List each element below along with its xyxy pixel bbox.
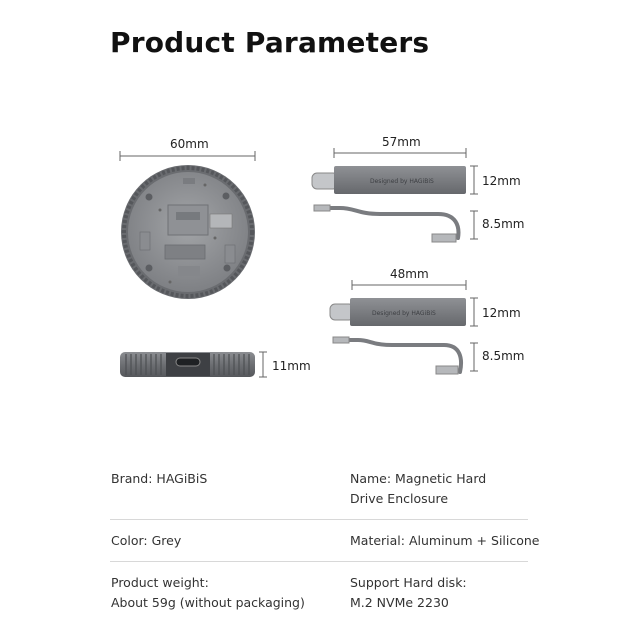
disk-width-label: 60mm [170, 137, 209, 151]
brand-spec: Brand: HAGiBiS [111, 471, 208, 486]
spec-divider [110, 561, 528, 562]
cable-48mm-height-dimension-lines [470, 298, 478, 371]
cable-48mm-cable-view [333, 337, 461, 374]
page-title: Product Parameters [110, 26, 430, 59]
cable-57mm-plug-view [312, 166, 466, 194]
disk-height-dimension-line [259, 352, 267, 377]
cable-57mm-height-dimension-lines [470, 166, 478, 239]
cable-57mm-length-dimension-line [334, 148, 466, 158]
cable-48mm-plug-view [330, 298, 466, 326]
svg-text:Designed by HAGiBiS: Designed by HAGiBiS [372, 310, 436, 317]
weight-spec-line1: Product weight: [111, 575, 209, 590]
svg-text:Designed by HAGiBiS: Designed by HAGiBiS [370, 178, 434, 185]
name-spec-line1: Name: Magnetic Hard [350, 471, 487, 486]
cable2-plug-height-label: 12mm [482, 306, 521, 320]
cable-57mm-cable-view [314, 205, 458, 242]
cable1-length-label: 57mm [382, 135, 421, 149]
cable2-end-height-label: 8.5mm [482, 349, 525, 363]
cable1-plug-height-label: 12mm [482, 174, 521, 188]
weight-spec-line2: About 59g (without packaging) [111, 595, 305, 610]
support-spec-line1: Support Hard disk: [350, 575, 467, 590]
cable2-length-label: 48mm [390, 267, 429, 281]
disk-top-view [121, 165, 255, 299]
material-spec: Material: Aluminum + Silicone [350, 533, 540, 548]
disk-side-view [120, 352, 255, 377]
cable-48mm-length-dimension-line [352, 280, 466, 290]
color-spec: Color: Grey [111, 533, 182, 548]
disk-height-label: 11mm [272, 359, 311, 373]
spec-divider [110, 519, 528, 520]
support-spec-line2: M.2 NVMe 2230 [350, 595, 449, 610]
name-spec-line2: Drive Enclosure [350, 491, 449, 506]
cable1-end-height-label: 8.5mm [482, 217, 525, 231]
disk-width-dimension-line [120, 151, 255, 161]
